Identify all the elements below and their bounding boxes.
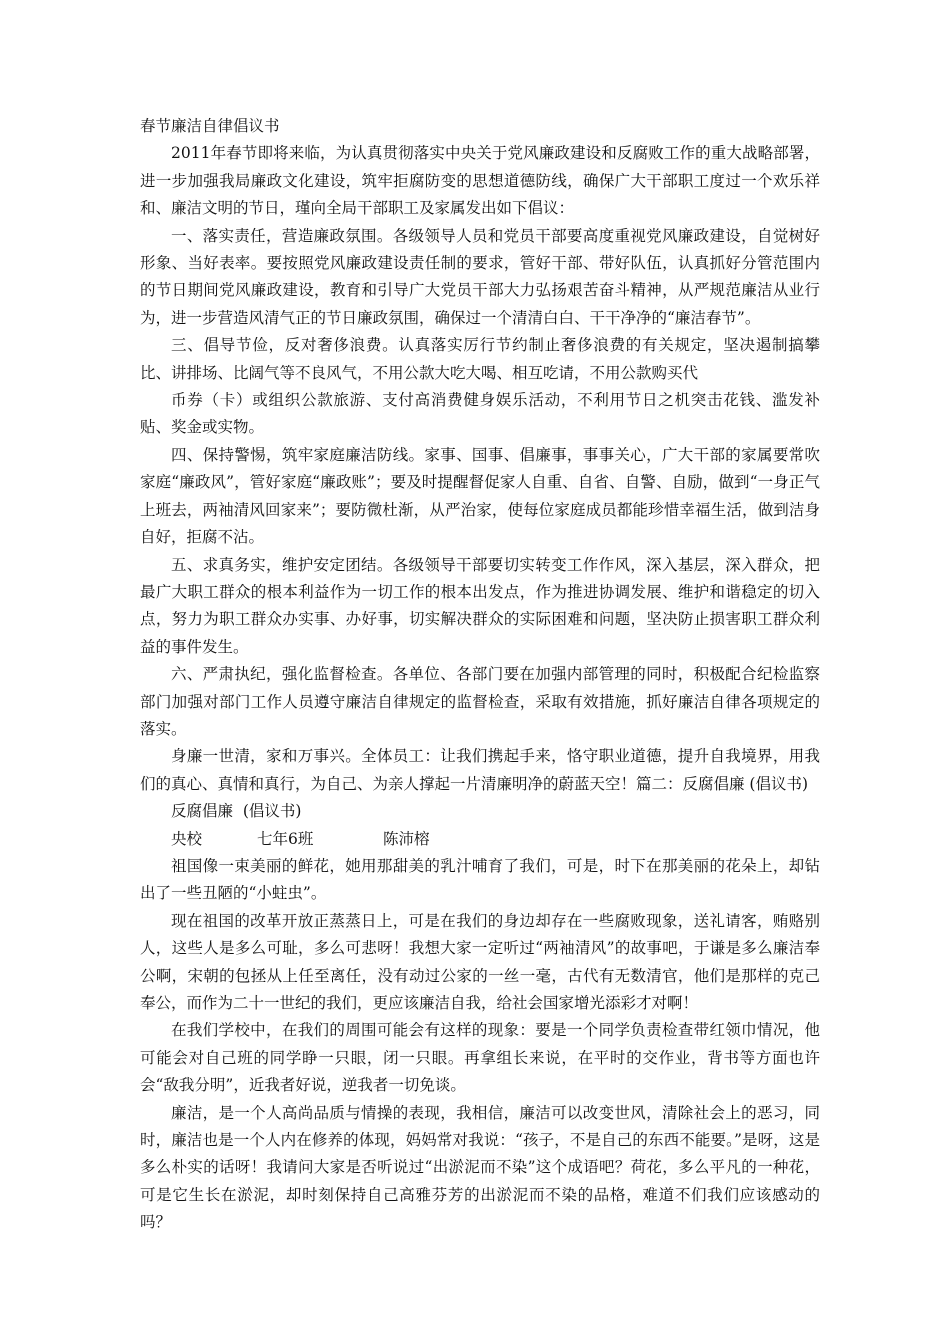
paragraph-responsibility: 一、落实责任，营造廉政氛围。各级领导人员和党员干部要高度重视党风廉政建设，自觉树好形象、当好表率。要按照党风廉政建设责任制的要求，管好干部、带好队伍，认真抓好分管范围内的节日期间党风廉政建设，教育和引导广大党员干部大力弘扬艰苦奋斗精神，从严规范廉洁从业行为，进一步营造风清气正的节日廉政氛围，确保过一个清清白白、干干净净的“廉洁春节”。 bbox=[140, 226, 820, 327]
paragraph-integrity: 廉洁，是一个人高尚品质与情操的表现，我相信，廉洁可以改变世风，清除社会上的恶习，同时，廉洁也是一个人内在修养的体现，妈妈常对我说：“孩子，不是自己的东西不能要。”是呀，这是多么朴实的话呀！我请问大家是否听说过“出淤泥而不染”这个成语吧？荷花，多么平凡的一种花，可是它生长在淤泥，却时刻保持自己高雅芬芳的出淤泥而不染的品格，难道不们我们应该感动的吗？ bbox=[140, 1103, 820, 1232]
paragraph-closing: 身廉一世清，家和万事兴。全体员工：让我们携起手来，恪守职业道德，提升自我境界，用我们的真心、真情和真行，为自己、为亲人撑起一片清廉明净的蔚蓝天空！篇二：反腐倡廉 (倡议书) bbox=[140, 747, 820, 793]
byline-author: 陈沛榕 bbox=[383, 829, 430, 848]
paragraph-school: 在我们学校中，在我们的周围可能会有这样的现象：要是一个同学负责检查带红领巾情况，他可能会对自己班的同学睁一只眼，闭一只眼。再拿组长来说，在平时的交作业，背书等方面也许会“敌我分明”，近我者好说，逆我者一切免谈。 bbox=[140, 1021, 820, 1095]
byline-school: 央校 bbox=[171, 829, 203, 848]
paragraph-pragmatism: 五、求真务实，维护安定团结。各级领导干部要切实转变工作作风，深入基层，深入群众，把最广大职工群众的根本利益作为一切工作的根本出发点，作为推进协调发展、维护和谐稳定的切入点，努力为职工群众办实事、办好事，切实解决群众的实际困难和问题，坚决防止损害职工群众利益的事件发生。 bbox=[140, 555, 820, 656]
byline-class: 七年6班 bbox=[257, 829, 314, 848]
paragraph-frugality-continued: 币券（卡）或组织公款旅游、支付高消费健身娱乐活动，不利用节日之机突击花钱、滥发补贴、奖金或实物。 bbox=[140, 391, 820, 437]
paragraph-vigilance: 四、保持警惕，筑牢家庭廉洁防线。家事、国事、倡廉事，事事关心，广大干部的家属要常吹家庭“廉政风”，管好家庭“廉政账”；要及时提醒督促家人自重、自省、自警、自励，做到“一身正气上班去，两袖清风回家来”；要防微杜渐，从严治家，使每位家庭成员都能珍惜幸福生活，做到洁身自好，拒腐不沾。 bbox=[140, 445, 820, 547]
paragraph-corruption: 现在祖国的改革开放正蒸蒸日上，可是在我们的身边却存在一些腐败现象，送礼请客，贿赂别人，这些人是多么可耻，多么可悲呀！我想大家一定听过“两袖清风”的故事吧，于谦是多么廉洁奉公啊，宋朝的包拯从上任至离任，没有动过公家的一丝一毫，古代有无数清官，他们是那样的克己奉公，而作为二十一世纪的我们，更应该廉洁自我，给社会国家增光添彩才对啊！ bbox=[140, 911, 820, 1012]
document-page bbox=[140, 113, 820, 1237]
paragraph-motherland: 祖国像一束美丽的鲜花，她用那甜美的乳汁哺育了我们，可是，时下在那美丽的花朵上，却钻出了一些丑陋的“小蛀虫”。 bbox=[140, 856, 820, 903]
author-byline bbox=[140, 826, 820, 853]
paragraph-frugality: 三、倡导节俭，反对奢侈浪费。认真落实厉行节约制止奢侈浪费的有关规定，坚决遏制搞攀比、讲排场、比阔气等不良风气，不用公款大吃大喝、相互吃请，不用公款购买代 bbox=[140, 336, 820, 382]
paragraph-discipline: 六、严肃执纪，强化监督检查。各单位、各部门要在加强内部管理的同时，积极配合纪检监察部门加强对部门工作人员遵守廉洁自律规定的监督检查，采取有效措施，抓好廉洁自律各项规定的落实。 bbox=[140, 665, 820, 738]
section-two-title: 反腐倡廉 (倡议书) bbox=[171, 802, 302, 821]
intro-paragraph: 2011年春节即将来临，为认真贯彻落实中央关于党风廉政建设和反腐败工作的重大战略部署，进一步加强我局廉政文化建设，筑牢拒腐防变的思想道德防线，确保广大干部职工度过一个欢乐祥和、廉洁文明的节日，瑾向全局干部职工及家属发出如下倡议： bbox=[140, 144, 820, 218]
document-title: 春节廉洁自律倡议书 bbox=[140, 117, 280, 135]
